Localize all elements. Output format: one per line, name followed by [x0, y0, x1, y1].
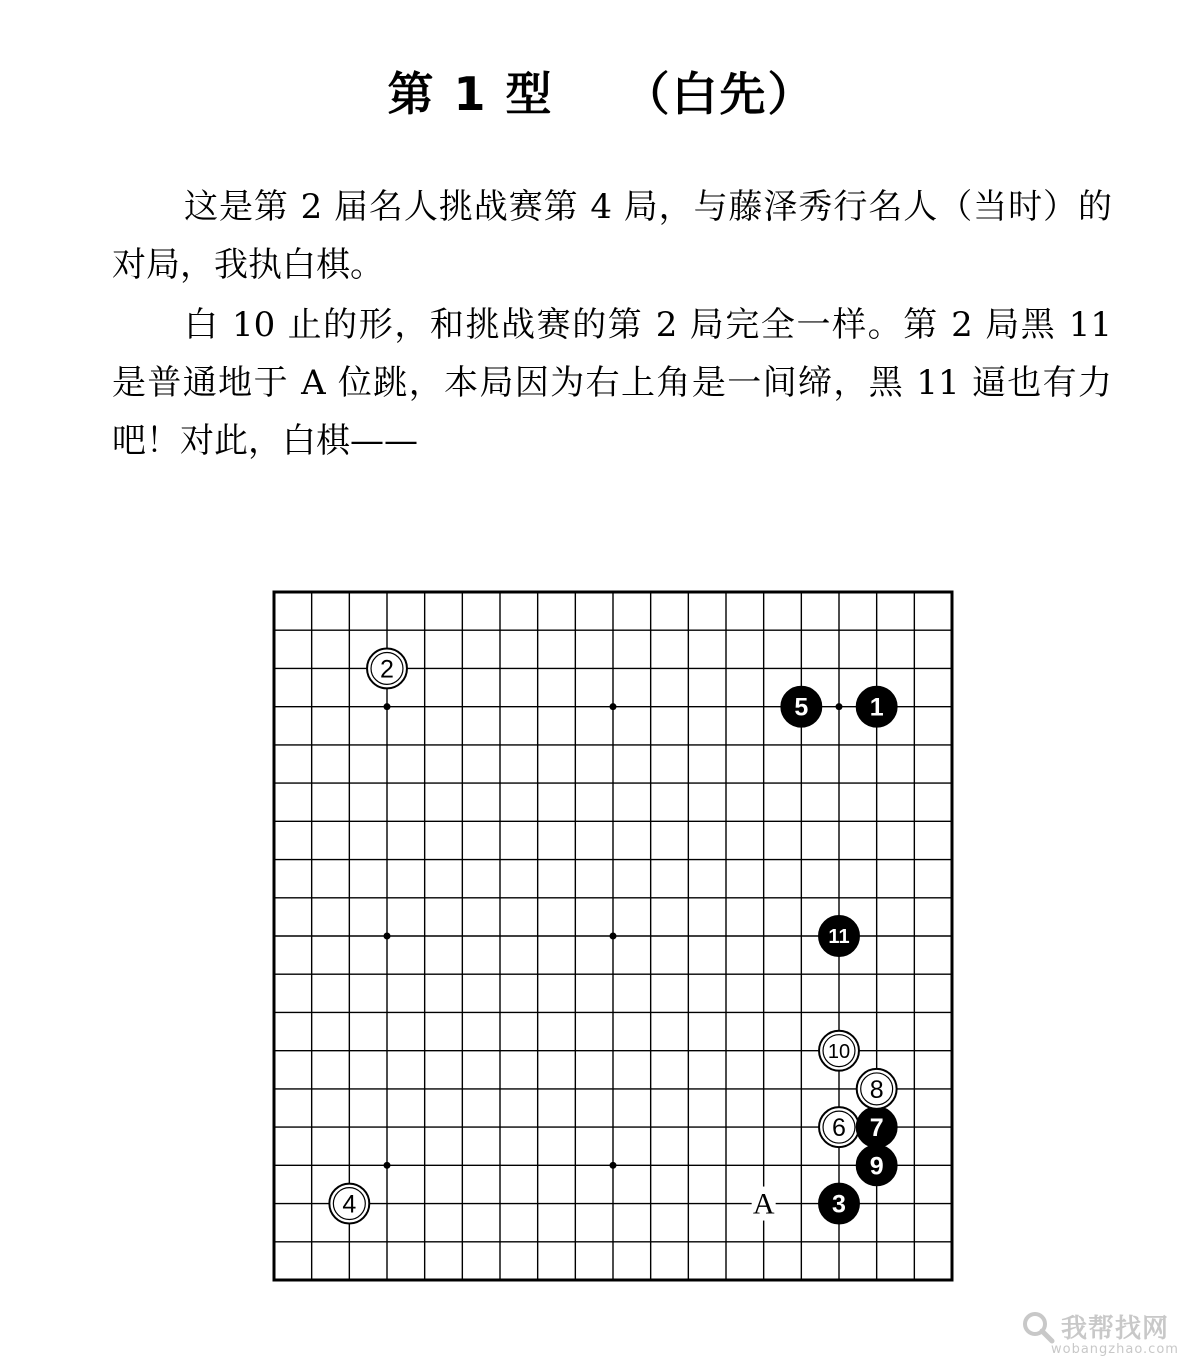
watermark-url: wobangzhao.com [1051, 1342, 1179, 1357]
star-point [384, 703, 391, 710]
stone-number-6: 6 [832, 1114, 846, 1143]
star-point [384, 933, 391, 940]
stone-number-4: 4 [342, 1190, 357, 1219]
stone-number-7: 7 [869, 1114, 884, 1143]
stone-number-3: 3 [832, 1190, 846, 1219]
title-side: （白先） [623, 67, 816, 121]
star-point [610, 703, 617, 710]
stone-number-11: 11 [828, 926, 850, 949]
star-point [610, 933, 617, 940]
star-point [836, 703, 843, 710]
star-point [384, 1162, 391, 1169]
stone-number-8: 8 [869, 1075, 884, 1104]
go-board [270, 588, 956, 1284]
stone-number-2: 2 [380, 655, 394, 684]
star-point [610, 1162, 617, 1169]
stone-number-1: 1 [869, 693, 884, 722]
go-board-diagram [270, 588, 956, 1284]
magnifier-icon [1021, 1310, 1055, 1344]
page-title [0, 58, 1203, 124]
paragraph-1: 这是第 2 届名人挑战赛第 4 局，与藤泽秀行名人（当时）的对局，我执白棋。 [112, 187, 1112, 285]
title-main: 第 1 型 [387, 67, 554, 121]
stone-number-9: 9 [869, 1152, 884, 1181]
watermark-text: 我帮找网 [1061, 1314, 1170, 1344]
stone-number-5: 5 [794, 693, 809, 722]
mark-label-a: A [752, 1187, 775, 1221]
stone-number-10: 10 [827, 1040, 851, 1063]
paragraph-2: 白 10 止的形，和挑战赛的第 2 局完全一样。第 2 局黑 11 是普通地于 A 位跳，本局因为右上角是一间缔，黑 11 逼也有力吧！对此，白棋—— [112, 305, 1112, 461]
watermark [1021, 1308, 1181, 1366]
